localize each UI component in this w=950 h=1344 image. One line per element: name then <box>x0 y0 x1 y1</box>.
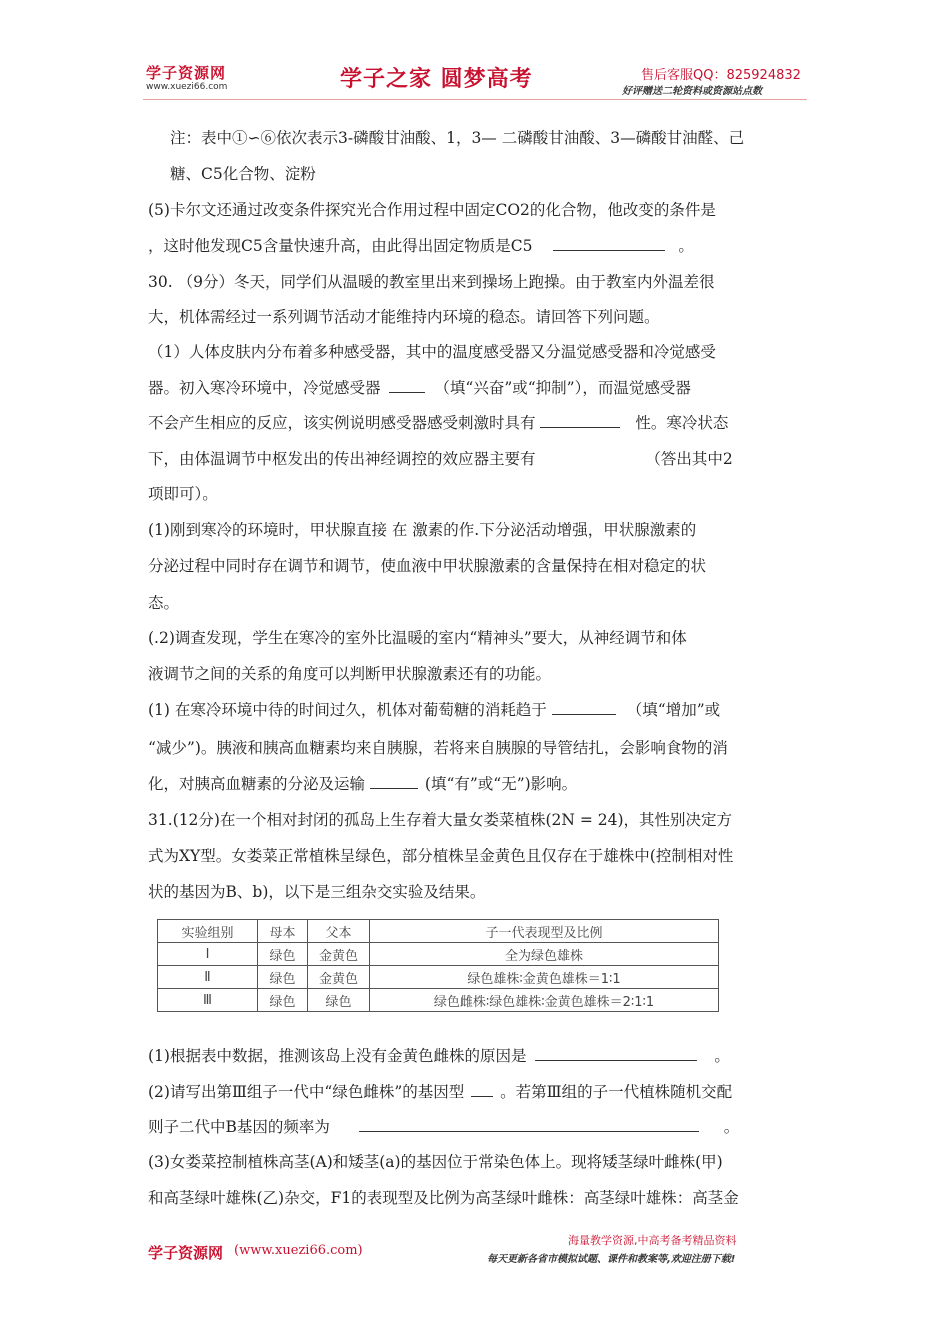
text-line: 31.(12分)在一个相对封闭的孤岛上生存着大量女娄菜植株(2N = 24)，其性别决定方 <box>148 811 733 829</box>
text-line <box>148 1117 739 1137</box>
text-line <box>148 413 728 433</box>
text-line: 态。 <box>148 594 180 612</box>
header-title: 学子之家 圆梦高考 <box>340 67 533 92</box>
header-qq: 售后客服QQ：825924832 <box>641 68 801 83</box>
answer-blank[interactable] <box>540 413 620 428</box>
text-line <box>148 1046 730 1066</box>
text-segment: 性。寒冷状态 <box>635 414 729 432</box>
text-line <box>148 1082 732 1102</box>
table-header-cell: 父本 <box>308 920 370 943</box>
table-cell: 金黄色 <box>308 966 370 989</box>
cross-experiment-table <box>157 919 719 1012</box>
text-segment: 不会产生相应的反应，该实例说明感受器感受刺激时具有 <box>148 414 536 432</box>
text-segment: （填“增加”或 <box>626 701 721 719</box>
text-line <box>148 774 577 794</box>
text-line <box>148 449 733 469</box>
text-line: (3)女娄菜控制植株高茎(A)和矮茎(a)的基因位于常染色体上。现将矮茎绿叶雌株(甲) <box>148 1153 723 1171</box>
text-line: “减少”)。胰液和胰高血糖素均来自胰腺，若将来自胰腺的导管结扎，会影响食物的消 <box>148 739 728 757</box>
table-cell: Ⅱ <box>158 966 258 989</box>
table-cell: Ⅲ <box>158 989 258 1012</box>
text-line: 糖、C5化合物、淀粉 <box>170 165 316 183</box>
text-period: 。 <box>714 1047 730 1065</box>
text-line: 大，机体需经过一系列调节活动才能维持内环境的稳态。请回答下列问题。 <box>148 308 660 326</box>
table-cell: 全为绿色雄株 <box>370 943 719 966</box>
table-header-row <box>158 920 719 943</box>
site-url: www.xuezi66.com <box>146 82 228 92</box>
site-logo: 学子资源网 <box>146 64 227 82</box>
table-row <box>158 966 719 989</box>
text-period: 。 <box>678 237 694 255</box>
text-segment: ，这时他发现C5含量快速升高，由此得出固定物质是C5 <box>148 237 533 255</box>
text-segment: 则子二代中B基因的频率为 <box>148 1118 330 1136</box>
text-line: 分泌过程中同时存在调节和调节，使血液中甲状腺激素的含量保持在相对稳定的状 <box>148 557 707 575</box>
header-note: 好评赠送二轮资料或资源站点数 <box>622 86 762 97</box>
text-segment: (2)请写出第Ⅲ组子一代中“绿色雌株”的基因型 <box>148 1083 465 1101</box>
text-line: 30. （9分）冬天，同学们从温暖的教室里出来到操场上跑操。由于教室内外温差很 <box>148 273 715 291</box>
text-line <box>148 700 720 720</box>
text-segment: (1) 在寒冷环境中待的时间过久，机体对葡萄糖的消耗趋于 <box>148 701 547 719</box>
footer-url[interactable]: (www.xuezi66.com) <box>234 1243 363 1258</box>
table-cell: 绿色雌株∶绿色雄株∶金黄色雄株＝2∶1∶1 <box>370 989 719 1012</box>
table-cell: 绿色雄株∶金黄色雄株＝1∶1 <box>370 966 719 989</box>
table-header-cell: 母本 <box>258 920 308 943</box>
text-line <box>148 378 691 398</box>
text-line: (5)卡尔文还通过改变条件探究光合作用过程中固定CO2的化合物，他改变的条件是 <box>148 201 716 219</box>
answer-blank[interactable] <box>552 700 616 715</box>
table-header-cell: 子一代表现型及比例 <box>370 920 719 943</box>
text-line: 液调节之间的关系的角度可以判断甲状腺激素还有的功能。 <box>148 665 552 683</box>
text-segment: 化，对胰高血糖素的分泌及运输 <box>148 775 366 793</box>
table-cell: 绿色 <box>258 966 308 989</box>
text-line: (1)刚到寒冷的环境时，甲状腺直接 在 激素的作.下分泌活动增强，甲状腺激素的 <box>148 521 697 539</box>
text-segment: 下，由体温调节中枢发出的传出神经调控的效应器主要有 <box>148 450 536 468</box>
header-divider <box>143 99 807 100</box>
text-line: （1）人体皮肤内分布着多种感受器，其中的温度感受器又分温觉感受器和冷觉感受 <box>148 343 716 361</box>
text-segment: （答出其中2 <box>645 450 733 468</box>
text-segment: （填“兴奋”或“抑制”），而温觉感受器 <box>434 379 691 397</box>
text-line: 和高茎绿叶雄株(乙)杂交，F1的表现型及比例为高茎绿叶雌株：高茎绿叶雄株：高茎金 <box>148 1189 739 1207</box>
table-header-cell: 实验组别 <box>158 920 258 943</box>
table-cell: 绿色 <box>258 943 308 966</box>
text-segment: (填“有”或“无”)影响。 <box>424 775 578 793</box>
answer-blank[interactable] <box>370 774 418 789</box>
table-row <box>158 943 719 966</box>
answer-blank[interactable] <box>359 1117 699 1132</box>
text-segment: 器。初入寒冷环境中，冷觉感受器 <box>148 379 381 397</box>
footer-slogan: 海量教学资源,中高考备考精品资料 <box>568 1234 737 1247</box>
table-cell: Ⅰ <box>158 943 258 966</box>
text-line: (.2)调查发现，学生在寒冷的室外比温暖的室内“精神头”要大，从神经调节和体 <box>148 629 687 647</box>
footer-note: 每天更新各省市模拟试题、课件和教案等,欢迎注册下载! <box>487 1254 736 1265</box>
text-line: 项即可）。 <box>148 485 218 503</box>
table-row <box>158 989 719 1012</box>
table-cell: 金黄色 <box>308 943 370 966</box>
answer-blank[interactable] <box>389 378 425 393</box>
answer-blank[interactable] <box>553 236 665 251</box>
text-line <box>148 236 694 256</box>
text-segment: (1)根据表中数据，推测该岛上没有金黄色雌株的原因是 <box>148 1047 527 1065</box>
text-line: 状的基因为B、b)，以下是三组杂交实验及结果。 <box>148 883 486 901</box>
text-segment: 。若第Ⅲ组的子一代植株随机交配 <box>500 1083 733 1101</box>
table-cell: 绿色 <box>308 989 370 1012</box>
answer-blank[interactable] <box>471 1082 493 1097</box>
table-cell: 绿色 <box>258 989 308 1012</box>
footer-logo: 学子资源网 <box>148 1244 224 1262</box>
text-line: 注：表中①∽⑥依次表示3-磷酸甘油酸、1，3— 二磷酸甘油酸、3—磷酸甘油醛、己 <box>170 129 745 147</box>
text-line: 式为XY型。女娄菜正常植株呈绿色，部分植株呈金黄色且仅存在于雄株中(控制相对性 <box>148 847 734 865</box>
answer-blank[interactable] <box>535 1046 697 1061</box>
text-period: 。 <box>723 1118 740 1136</box>
